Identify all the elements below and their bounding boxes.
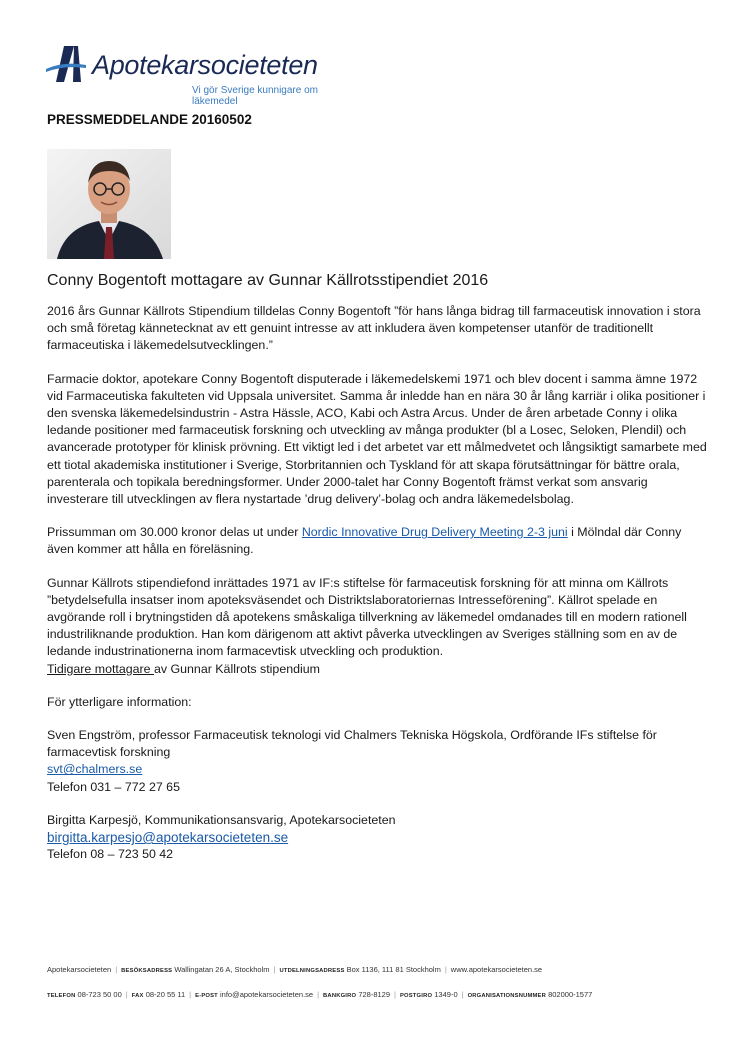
- apotekarsocieteten-logo-icon: [44, 44, 88, 84]
- footer-bankgiro: 728-8129: [358, 990, 391, 999]
- press-release-label: PRESSMEDDELANDE 20160502: [47, 112, 252, 127]
- logo: [44, 44, 354, 107]
- footer-orgnr-label: ORGANISATIONSNUMMER: [467, 993, 546, 999]
- headline: Conny Bogentoft mottagare av Gunnar Källrotsstipendiet 2016: [47, 272, 489, 289]
- paragraph-biography: Farmacie doktor, apotekare Conny Bogentoft disputerade i läkemedelskemi 1971 och blev docent i samma ämne 1972 vid Farmaceutiska fakulteten vid Uppsala universitet. Samma år inledde han en nära 30 år lång karriär i olika positioner i den svenska läkemedelsindustrin - Astra Hässle, ACO, Kabi och Astra Arcus. Under de åren arbetade Conny i olika ledande positioner med farmaceutisk forskning och utveckling av många produkter (bl a Losec, Seloken, Plendil) och avancerade prototyper för klinisk prövning. Ett viktigt led i det arbetet var ett målmedvetet och långsiktigt samarbete med ett tiotal akademiska institutioner i Sverige, Storbritannien och Tyskland för att skapa förutsättningar för bättre orala, parenterala och topikala beredningsformer. Under 2000-talet har Conny Bogentoft främst verkat som ansvarig investerare till utvecklingen av flera nystartade ’drug delivery’-bolag och andra läkemedelsbolag.: [47, 371, 707, 507]
- footer-postgiro: 1349-0: [434, 990, 458, 999]
- footer-fax-label: FAX: [131, 993, 144, 999]
- footer-tel: 08-723 50 00: [77, 990, 122, 999]
- contact-2-email[interactable]: birgitta.karpesjo@apotekarsocieteten.se: [47, 830, 289, 846]
- footer-orgnr: 802000-1577: [548, 990, 593, 999]
- contact-1-phone: Telefon 031 – 772 27 65: [47, 779, 180, 794]
- contact-1-email[interactable]: svt@chalmers.se: [47, 762, 143, 777]
- contact-2-phone: Telefon 08 – 723 50 42: [47, 847, 174, 862]
- meeting-link[interactable]: Nordic Innovative Drug Delivery Meeting 2-3 juni: [301, 525, 568, 540]
- previous-recipients-link[interactable]: Tidigare mottagare: [47, 661, 154, 676]
- contact-1: [47, 727, 707, 796]
- footer-fax: 08-20 55 11: [145, 990, 186, 999]
- previous-recipients-line: [47, 661, 707, 678]
- prize-text-after: i Mölndal där Conny även kommer att hålla en föreläsning.: [47, 525, 682, 557]
- footer-web[interactable]: www.apotekarsocieteten.se: [450, 965, 543, 974]
- contact-2: [47, 812, 707, 864]
- paragraph-intro: 2016 års Gunnar Källrots Stipendium tilldelas Conny Bogentoft ”för hans långa bidrag till farmaceutisk innovation i stora och små företag kännetecknat av ett genuint intresse av att inkludera även kompetenser utanför de traditionellt farmaceutiska i läkemedelsutvecklingen.”: [47, 304, 701, 353]
- footer-email[interactable]: info@apotekarsocieteten.se: [220, 990, 314, 999]
- footer-tel-label: TELEFON: [47, 993, 76, 999]
- footer-address-line: Apotekarsocieteten | BESÖKSADRESS Wallingatan 26 A, Stockholm | UTDELNINGSADRESS Box 1136, 111 81 Stockholm | www.apotekarsocieteten.se: [47, 965, 543, 974]
- paragraph-history: Gunnar Källrots stipendiefond inrättades 1971 av IF:s stiftelse för farmaceutisk forskning för att minna om Källrots ”betydelsefulla insatser inom apoteksväsendet och Distriktslaboratoriernas Intresseförening”. Källrot spelade en avgörande roll i brytningstiden då apotekens småskaliga tillverkning av läkemedel omdanades till en modern rationell industriliknande produktion. Han kom därigenom att aktivt påverka utvecklingen av Sveriges ställning som en av de ledande industrinationerna inom farmacevtisk utveckling och produktion.: [47, 575, 687, 659]
- contact-2-line: Birgitta Karpesjö, Kommunikationsansvarig, Apotekarsocieteten: [47, 812, 396, 827]
- footer-org: Apotekarsocieteten: [47, 965, 112, 974]
- footer-postgiro-label: POSTGIRO: [399, 993, 433, 999]
- more-info-label: För ytterligare information:: [47, 694, 192, 709]
- article-body: [47, 303, 707, 863]
- brand-tagline: Vi gör Sverige kunnigare om läkemedel: [192, 85, 318, 107]
- footer-email-label: E-POST: [195, 993, 218, 999]
- footer-post: Box 1136, 111 81 Stockholm: [346, 965, 441, 974]
- footer-contact-line: TELEFON 08-723 50 00 | FAX 08-20 55 11 | E-POST info@apotekarsocieteten.se | BANKGIRO 728-8129 | POSTGIRO 1349-0 | ORGANISATIONSNUMMER 802000-1577: [47, 990, 593, 999]
- paragraph-prize: [47, 524, 707, 558]
- contact-1-line: Sven Engström, professor Farmaceutisk teknologi vid Chalmers Tekniska Högskola, Ordförande IFs stiftelse för farmacevtisk forskning: [47, 728, 657, 760]
- portrait-photo: [47, 149, 171, 259]
- prize-text-before: Prissumman om 30.000 kronor delas ut under: [47, 525, 302, 540]
- footer-visit-label: BESÖKSADRESS: [121, 968, 173, 974]
- portrait-image: [47, 149, 171, 259]
- brand-name: Apotekarsocieteten: [92, 50, 318, 80]
- footer-bankgiro-label: BANKGIRO: [323, 993, 357, 999]
- footer-visit: Wallingatan 26 A, Stockholm: [174, 965, 270, 974]
- previous-recipients-text: av Gunnar Källrots stipendium: [153, 661, 320, 676]
- footer-post-label: UTDELNINGSADRESS: [279, 968, 345, 974]
